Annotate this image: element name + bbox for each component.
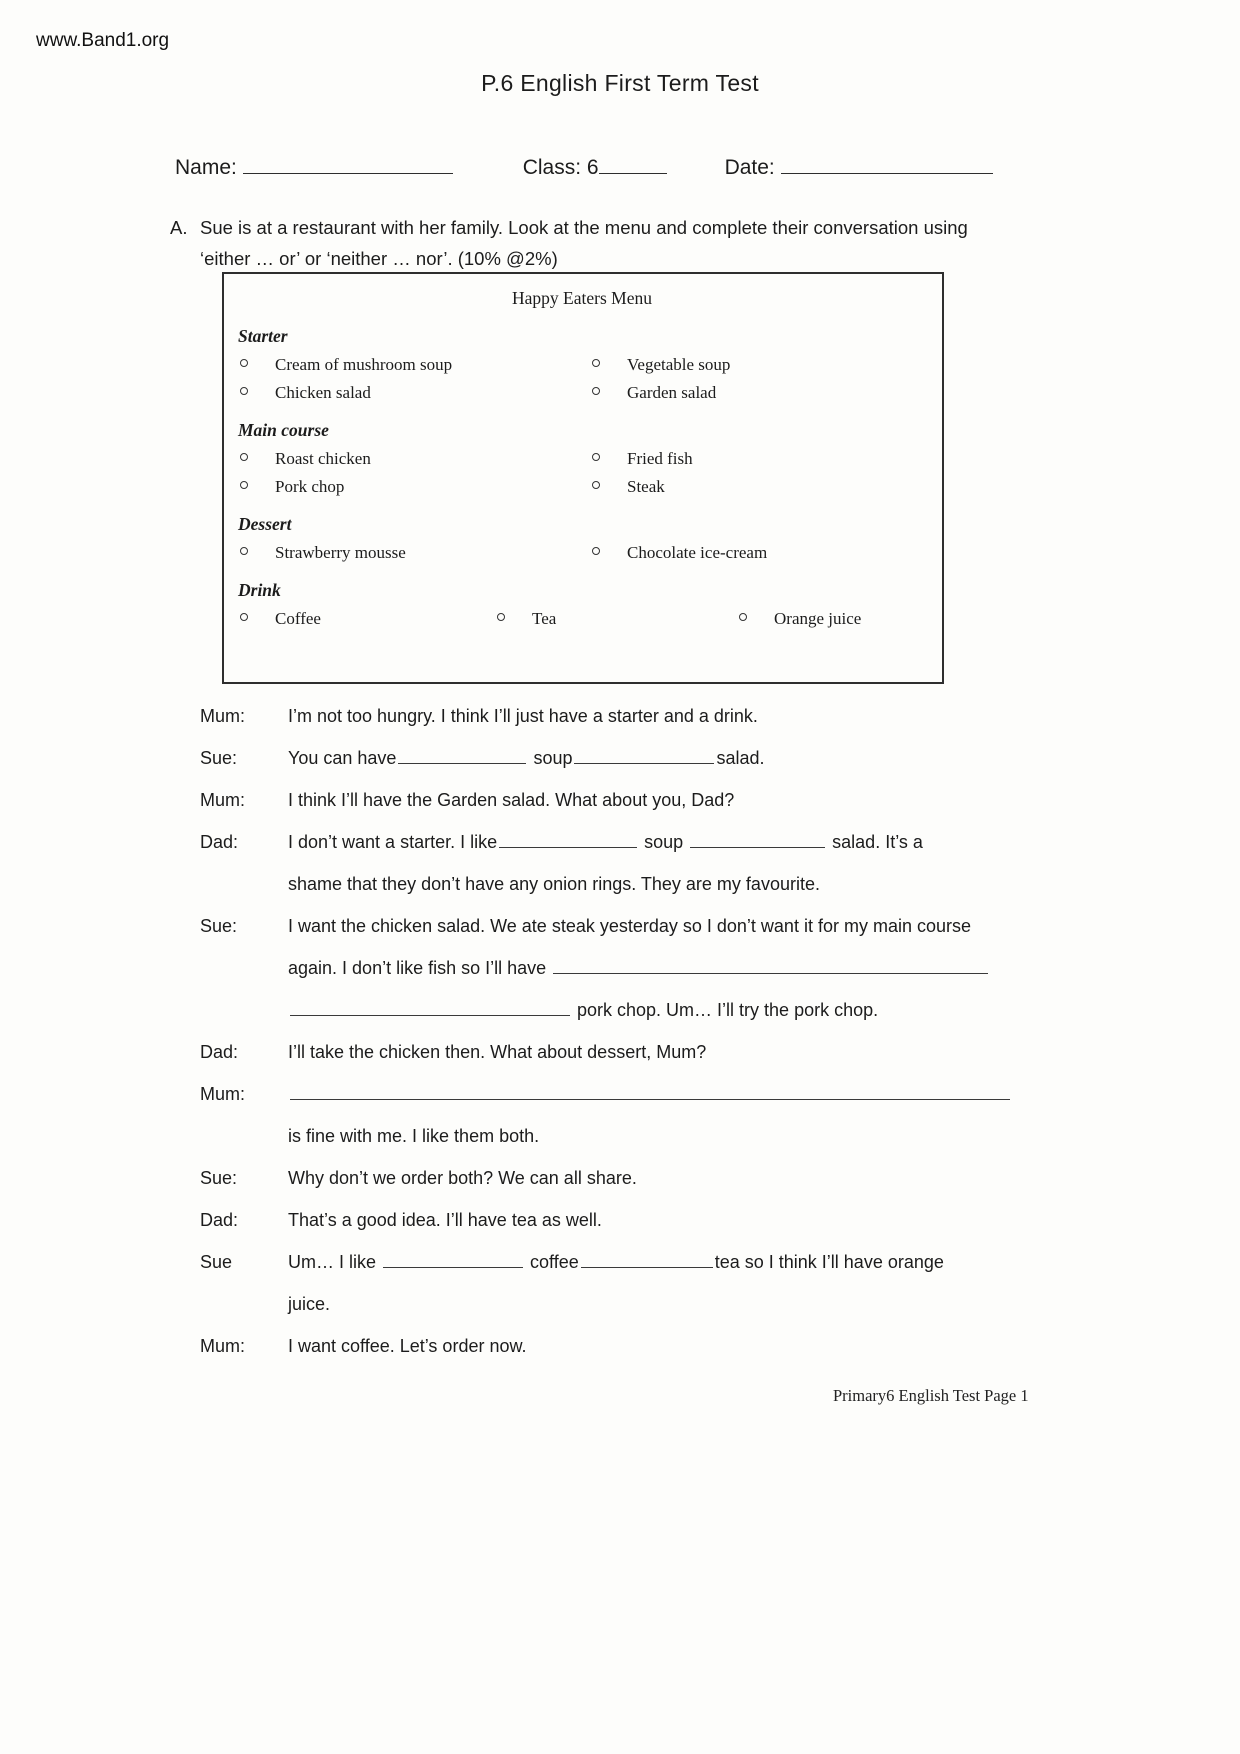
dialogue-row [200,745,1030,771]
menu-item [592,477,928,497]
menu-item-label: Chocolate ice-cream [627,543,768,562]
menu-row [240,383,928,403]
bullet-icon [592,387,600,395]
dialogue-segment: That’s a good idea. I’ll have tea as well. [288,1210,602,1230]
bullet-icon [592,547,600,555]
dialogue-text [288,955,1030,981]
dialogue-text [288,1333,1030,1359]
dialogue-segment: shame that they don’t have any onion rings. They are my favourite. [288,874,820,894]
menu-item [240,609,497,629]
dialogue-speaker: Mum: [200,1084,245,1104]
bullet-icon [240,387,248,395]
dialogue-segment: pork chop. Um… I’ll try the pork chop. [572,1000,879,1020]
menu-box [222,272,944,684]
bullet-icon [592,359,600,367]
dialogue-speaker: Dad: [200,1210,239,1230]
bullet-icon [497,613,505,621]
dialogue-row [200,1333,1030,1359]
bullet-icon [592,481,600,489]
dialogue-row [200,955,1030,981]
dialogue-row [200,1081,1030,1107]
dialogue-text [288,1207,1030,1233]
dialogue-text [288,745,1030,771]
answer-blank [290,997,570,1016]
section-a-instruction [200,212,968,274]
answer-blank [499,829,637,848]
dialogue-text [288,871,1030,897]
menu-item-label: Vegetable soup [627,355,731,374]
section-a [170,212,1020,274]
menu-section-heading: Drink [238,580,281,600]
answer-blank [398,745,526,764]
answer-blank [383,1249,523,1268]
menu-item [739,609,928,629]
dialogue-speaker: Sue: [200,748,238,768]
bullet-icon [240,481,248,489]
class-label: Class: 6 [522,156,599,180]
dialogue-speaker [200,1291,288,1317]
dialogue-segment: I’ll take the chicken then. What about dessert, Mum? [288,1042,707,1062]
dialogue-speaker [200,871,288,897]
instruction-line-1: Sue is at a restaurant with her family. Look at the menu and complete their conversation using [200,217,968,238]
dialogue-text [288,1123,1030,1149]
menu-section-heading: Main course [238,420,329,440]
menu-item [592,543,928,563]
bullet-icon [240,453,248,461]
dialogue-speaker: Dad: [200,832,239,852]
menu-item-label: Orange juice [774,609,862,628]
menu-item-label: Coffee [275,609,321,628]
dialogue-segment: soup [639,832,689,852]
menu-item-label: Roast chicken [275,449,371,468]
section-a-label: A. [170,217,188,238]
menu-item [240,477,592,497]
menu-item [240,383,592,403]
menu-item [240,355,592,375]
dialogue-speaker: Sue: [200,1168,238,1188]
dialogue-row [200,787,1030,813]
answer-blank [290,1081,1010,1100]
dialogue-speaker: Mum: [200,1336,245,1356]
dialogue-segment: I don’t want a starter. I like [288,832,498,852]
dialogue-row [200,1123,1030,1149]
menu-item [240,449,592,469]
dialogue-row [200,1207,1030,1233]
menu-item-label: Fried fish [627,449,693,468]
dialogue-segment: Um… I like [288,1252,382,1272]
menu-row [240,543,928,563]
menu-item-label: Tea [532,609,557,628]
name-blank [243,152,453,174]
dialogue-segment: I’m not too hungry. I think I’ll just have a starter and a drink. [288,706,758,726]
dialogue-segment: soup [528,748,573,768]
bullet-icon [240,613,248,621]
date-field [725,156,993,179]
date-blank [781,152,993,174]
dialogue-segment: tea so I think I’ll have orange [714,1252,944,1272]
menu-item [240,543,592,563]
menu-title: Happy Eaters Menu [512,288,652,308]
dialogue [200,703,1030,1375]
menu-row [240,477,928,497]
dialogue-speaker [200,1123,288,1149]
bullet-icon [592,453,600,461]
menu-item-label: Chicken salad [275,383,371,402]
answer-blank [574,745,714,764]
dialogue-speaker [200,955,288,981]
menu-item-label: Strawberry mousse [275,543,406,562]
page-title: P.6 English First Term Test [481,70,759,96]
menu-row [240,355,928,375]
class-field [523,156,667,179]
dialogue-speaker: Mum: [200,706,245,726]
dialogue-row [200,703,1030,729]
dialogue-text [288,829,1030,855]
dialogue-row [200,913,1030,939]
dialogue-segment: You can have [288,748,397,768]
menu-sections [236,326,928,629]
answer-blank [581,1249,713,1268]
dialogue-speaker: Dad: [200,1042,239,1062]
dialogue-segment: salad. It’s a [827,832,923,852]
dialogue-speaker: Sue: [200,916,238,936]
dialogue-segment: I want the chicken salad. We ate steak yesterday so I don’t want it for my main course [288,916,971,936]
dialogue-segment: again. I don’t like fish so I’ll have [288,958,552,978]
name-field [175,156,453,179]
header-fields [175,152,993,180]
dialogue-speaker: Sue [200,1252,233,1272]
menu-item [497,609,739,629]
dialogue-speaker: Mum: [200,790,245,810]
menu-row [240,609,928,629]
dialogue-text [288,1165,1030,1191]
menu-section-heading: Dessert [238,514,292,534]
dialogue-row [200,1291,1030,1317]
site-watermark: www.Band1.org [36,30,170,51]
dialogue-text [288,787,1030,813]
dialogue-segment: coffee [525,1252,579,1272]
answer-blank [553,955,988,974]
dialogue-row [200,997,1030,1023]
name-label: Name: [175,156,237,180]
dialogue-text [288,913,1030,939]
dialogue-segment: I want coffee. Let’s order now. [288,1336,527,1356]
dialogue-row [200,871,1030,897]
menu-item-label: Pork chop [275,477,345,496]
menu-item-label: Cream of mushroom soup [275,355,453,374]
bullet-icon [240,359,248,367]
menu-item-label: Steak [627,477,665,496]
dialogue-text [288,703,1030,729]
answer-blank [690,829,825,848]
dialogue-text [288,1291,1030,1317]
dialogue-row [200,1249,1030,1275]
dialogue-segment: juice. [288,1294,331,1314]
dialogue-segment: is fine with me. I like them both. [288,1126,540,1146]
class-blank [599,152,667,174]
page-footer: Primary6 English Test Page 1 [833,1386,1029,1405]
dialogue-text [288,997,1030,1023]
menu-item-label: Garden salad [627,383,717,402]
dialogue-segment: Why don’t we order both? We can all share. [288,1168,637,1188]
dialogue-row [200,829,1030,855]
menu-section-heading: Starter [238,326,288,346]
menu-item [592,355,928,375]
bullet-icon [240,547,248,555]
menu-item [592,383,928,403]
dialogue-text [288,1081,1030,1107]
dialogue-text [288,1039,1030,1065]
menu-row [240,449,928,469]
dialogue-row [200,1039,1030,1065]
instruction-line-2: ‘either … or’ or ‘neither … nor’. (10% @2%) [200,248,558,269]
dialogue-speaker [200,997,288,1023]
menu-item [592,449,928,469]
dialogue-segment: I think I’ll have the Garden salad. What about you, Dad? [288,790,735,810]
dialogue-segment: salad. [716,748,765,768]
bullet-icon [739,613,747,621]
dialogue-text [288,1249,1030,1275]
dialogue-row [200,1165,1030,1191]
date-label: Date: [724,156,775,180]
